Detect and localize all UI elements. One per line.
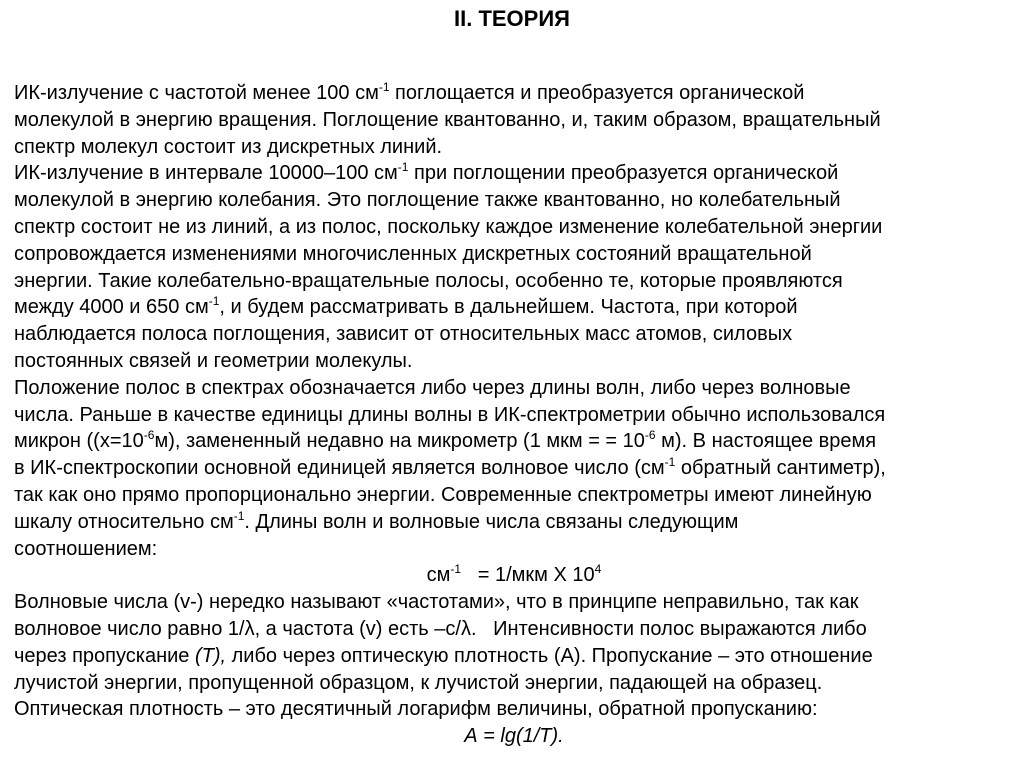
text-line: Волновые числа (v-) нередко называют «частотами», что в принципе неправильно, так как	[14, 591, 859, 614]
text-line: соотношением:	[14, 537, 158, 560]
formula-line	[14, 723, 1014, 750]
text-line: молекулой в энергию колебания. Это поглощение также квантованно, но колебательный	[14, 189, 841, 212]
text-fragment: микрон ((x=10	[14, 430, 144, 453]
italic-fragment: (Т),	[194, 644, 227, 667]
text-fragment: , и будем рассматривать в дальнейшем. Частота, при которой	[219, 296, 798, 319]
superscript: -1	[378, 80, 390, 94]
formula-line	[14, 562, 1014, 589]
text-fragment: шкалу относительно см	[14, 510, 234, 533]
formula-fragment: см	[426, 564, 451, 587]
text-fragment: ИК-излучение в интервале 10000–100 см	[14, 162, 398, 185]
text-line: энергии. Такие колебательно-вращательные полосы, особенно те, которые проявляются	[14, 269, 843, 292]
text-line	[14, 80, 1014, 107]
text-line	[14, 428, 1014, 455]
text-fragment: ИК-излучение с частотой менее 100 см	[14, 82, 379, 104]
text-line	[14, 643, 1014, 670]
text-line: волновое число равно 1/λ, а частота (v) есть –c/λ. Интенсивности полос выражаются либо	[14, 617, 867, 640]
document-body	[14, 80, 1014, 750]
text-line: так как оно прямо пропорционально энергии. Современные спектрометры имеют линейную	[14, 483, 872, 506]
formula-text: А = lg(1/Т).	[464, 725, 564, 748]
superscript: -1	[450, 562, 462, 577]
text-fragment: м), замененный недавно на микрометр (1 мкм = = 10	[154, 430, 645, 453]
text-line	[14, 160, 1014, 187]
text-fragment: между 4000 и 650 см	[14, 296, 209, 319]
text-fragment: . Длины волн и волновые числа связаны следующим	[244, 510, 739, 533]
text-line: Оптическая плотность – это десятичный логарифм величины, обратной пропусканию:	[14, 698, 818, 721]
text-fragment: в ИК-спектроскопии основной единицей является волновое число (см	[14, 457, 665, 480]
text-fragment: через пропускание	[14, 644, 195, 667]
text-fragment: при поглощении преобразуется органической	[408, 162, 839, 185]
formula-fragment: = 1/мкм Х 10	[461, 564, 595, 587]
text-line	[14, 509, 1014, 536]
text-fragment: поглощается и преобразуется органической	[389, 82, 805, 104]
text-line: сопровождается изменениями многочисленных дискретных состояний вращательной	[14, 242, 812, 265]
text-fragment: обратный сантиметр),	[675, 457, 886, 480]
superscript: -6	[644, 428, 656, 443]
superscript: -6	[143, 428, 155, 443]
superscript: 4	[594, 562, 602, 577]
superscript: -1	[397, 160, 409, 175]
text-line: лучистой энергии, пропущенной образцом, к лучистой энергии, падающей на образец.	[14, 671, 823, 694]
text-line: постоянных связей и геометрии молекулы.	[14, 349, 413, 372]
page-title: II. ТЕОРИЯ	[454, 6, 570, 31]
text-line: молекулой в энергию вращения. Поглощение квантованно, и, таким образом, вращательный	[14, 108, 881, 131]
superscript: -1	[233, 508, 245, 523]
text-line: числа. Раньше в качестве единицы длины волны в ИК-спектрометрии обычно использовался	[14, 403, 886, 426]
text-fragment: либо через оптическую плотность (А). Пропускание – это отношение	[226, 644, 873, 667]
text-line: спектр состоит не из линий, а из полос, поскольку каждое изменение колебательной энергии	[14, 215, 883, 238]
text-line	[14, 294, 1014, 321]
text-line: спектр молекул состоит из дискретных линий.	[14, 135, 443, 158]
superscript: -1	[664, 455, 676, 470]
superscript: -1	[208, 294, 220, 309]
text-line	[14, 455, 1014, 482]
text-line: наблюдается полоса поглощения, зависит от относительных масс атомов, силовых	[14, 323, 793, 346]
text-fragment: м). В настоящее время	[655, 430, 877, 453]
text-line: Положение полос в спектрах обозначается либо через длины волн, либо через волновые	[14, 376, 851, 399]
